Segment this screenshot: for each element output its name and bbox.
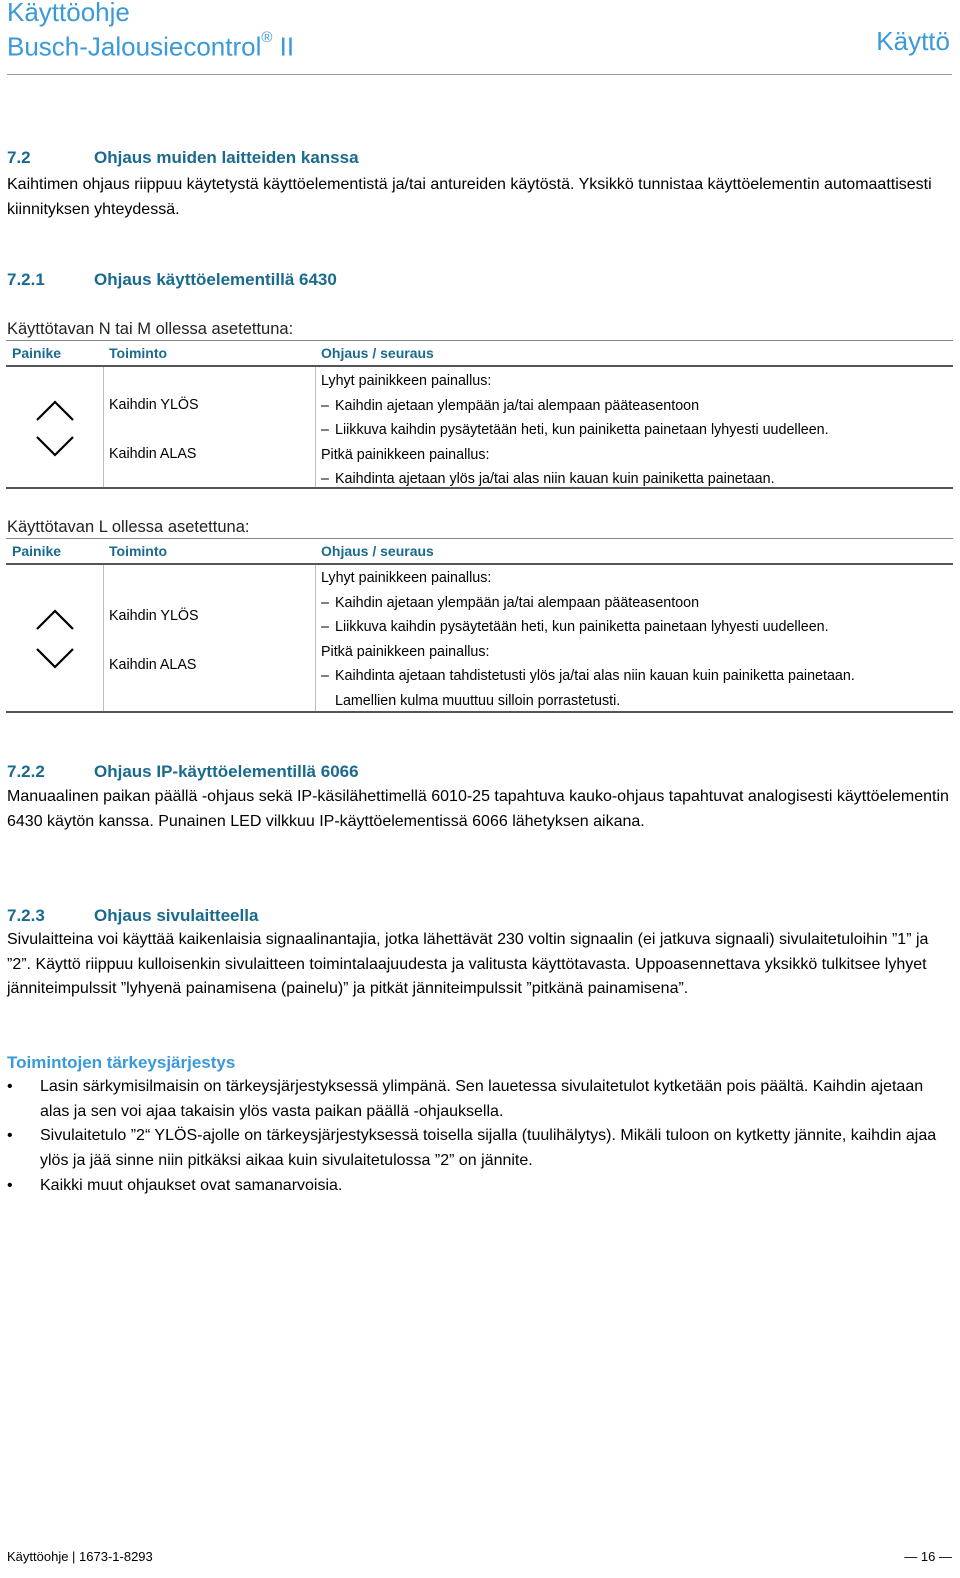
heading-7-2-1 <box>7 269 337 291</box>
function-up: Kaihdin YLÖS <box>109 397 199 413</box>
product-title <box>7 27 294 62</box>
header-toiminto: Toiminto <box>109 543 168 559</box>
table-body <box>6 367 953 489</box>
paragraph-7-2-2: Manuaalinen paikan päällä -ohjaus sekä IP-käsilähettimellä 6010-25 tapahtuva kauko-ohjaus tapahtuvat analogisesti käyttöelementin 6430 käytön kanssa. Punainen LED vilkkuu IP-käyttöelementissä 6066 lähetyksen aikana. <box>7 788 949 830</box>
function-down: Kaihdin ALAS <box>109 657 197 673</box>
dash-marker: – <box>321 422 329 438</box>
result-text: Kaihdinta ajetaan ylös ja/tai alas niin kauan kuin painiketta painetaan. <box>335 471 775 487</box>
bullet: • <box>7 1176 13 1194</box>
list-item <box>7 1124 952 1173</box>
column-divider <box>103 565 104 711</box>
function-down: Kaihdin ALAS <box>109 446 197 462</box>
header-ohjaus: Ohjaus / seuraus <box>321 345 434 361</box>
page-number: — 16 — <box>904 1549 952 1564</box>
result-text: Pitkä painikkeen painallus: <box>321 643 490 660</box>
chevron-down-icon <box>35 647 75 671</box>
section-label: Käyttö <box>876 26 950 56</box>
list-item-text: Sivulaitetulo ”2“ YLÖS-ajolle on tärkeysjärjestyksessä toisella sijalla (tuulihälytys). Mikäli tuloon on kytketty jännite, kaihdin ajaa ylös ja jää sinne niin pitkäksi aikaa kuin sivulaitetulossa ”2” on jännite. <box>40 1127 937 1170</box>
header-divider <box>7 74 952 75</box>
column-divider <box>315 565 316 711</box>
heading-number: 7.2.2 <box>7 762 45 781</box>
dash-marker: – <box>321 619 329 635</box>
priority-list <box>7 1075 952 1199</box>
result-line <box>321 668 855 684</box>
list-item <box>7 1075 952 1124</box>
column-divider <box>315 367 316 487</box>
chevron-up-icon <box>35 398 75 422</box>
table-body <box>6 565 953 713</box>
dash-marker: – <box>321 668 329 684</box>
result-line <box>321 570 491 586</box>
result-text: Lamellien kulma muuttuu silloin porrastetusti. <box>335 692 621 709</box>
priority-heading: Toimintojen tärkeysjärjestys <box>7 1053 236 1072</box>
heading-7-2-2 <box>7 761 359 783</box>
heading-number: 7.2.1 <box>7 270 45 289</box>
heading-number: 7.2 <box>7 148 31 167</box>
result-text: Lyhyt painikkeen painallus: <box>321 373 492 389</box>
registered-mark: ® <box>261 29 273 46</box>
result-line <box>321 373 491 389</box>
result-text: Kaihdinta ajetaan tahdistetusti ylös ja/tai alas niin kauan kuin painiketta painetaan. <box>335 668 855 684</box>
table2-caption: Käyttötavan L ollessa asetettuna: <box>7 518 250 536</box>
result-text: Liikkuva kaihdin pysäytetään heti, kun painiketta painetaan lyhyesti uudelleen. <box>335 619 829 635</box>
heading-text: Ohjaus muiden laitteiden kanssa <box>94 148 359 167</box>
footer-doc-id: Käyttöohje | 1673-1-8293 <box>7 1549 153 1564</box>
paragraph-7-2: Kaihtimen ohjaus riippuu käytetystä käyttöelementistä ja/tai antureiden käytöstä. Yksikkö tunnistaa käyttöelementin automaattisesti kiinnityksen yhteydessä. <box>7 176 932 218</box>
result-line <box>321 644 490 660</box>
result-text: Lyhyt painikkeen painallus: <box>321 570 492 586</box>
table-header <box>6 340 953 367</box>
header-toiminto: Toiminto <box>109 345 168 361</box>
header-painike: Painike <box>12 543 62 559</box>
result-text: Kaihdin ajetaan ylempään ja/tai alempaan pääteasentoon <box>335 594 700 611</box>
result-line <box>321 619 829 635</box>
result-line <box>321 398 699 414</box>
heading-7-2 <box>7 147 359 169</box>
bullet: • <box>7 1127 13 1145</box>
header-painike: Painike <box>12 345 62 361</box>
function-up: Kaihdin YLÖS <box>109 608 199 624</box>
result-line <box>321 447 490 463</box>
dash-marker: – <box>321 397 329 414</box>
table-header <box>6 538 953 565</box>
table1-caption: Käyttötavan N tai M ollessa asetettuna: <box>7 320 294 338</box>
paragraph-7-2-3: Sivulaitteina voi käyttää kaikenlaisia signaalinantajia, jotka lähettävät 230 voltin signaalin (ei jatkuva signaali) sivulaitetuloihin ”1” ja ”2”. Käyttö riippuu kulloisenkin sivulaitteen toimintalaajuudesta ja valitusta käyttötavasta. Uppoasennettava yksikkö tulkitsee lyhyet jänniteimpulssit ”lyhyenä painamisena (painelu)” ja pitkät jänniteimpulssit ”pitkänä painamisena”. <box>7 931 929 998</box>
product-name: Busch-Jalousiecontrol <box>7 31 262 62</box>
heading-text: Ohjaus IP-käyttöelementillä 6066 <box>94 762 359 781</box>
column-divider <box>103 367 104 487</box>
result-text: Kaihdin ajetaan ylempään ja/tai alempaan pääteasentoon <box>335 397 700 414</box>
heading-text: Ohjaus käyttöelementillä 6430 <box>94 270 337 289</box>
header-ohjaus: Ohjaus / seuraus <box>321 543 434 559</box>
result-text: Pitkä painikkeen painallus: <box>321 446 490 463</box>
dash-marker: – <box>321 471 329 487</box>
result-line <box>321 693 620 709</box>
list-item-text: Lasin särkymisilmaisin on tärkeysjärjestyksessä ylimpänä. Sen lauetessa sivulaitetulot kytketään pois päältä. Kaihdin ajetaan alas ja sen voi ajaa takaisin ylös vasta paikan päällä -ohjauksella. <box>40 1078 924 1120</box>
result-line <box>321 471 775 487</box>
list-item-text: Kaikki muut ohjaukset ovat samanarvoisia. <box>40 1176 343 1194</box>
result-line <box>321 422 829 438</box>
list-item <box>7 1174 952 1199</box>
heading-7-2-3 <box>7 905 258 927</box>
heading-number: 7.2.3 <box>7 906 45 925</box>
dash-marker: – <box>321 594 329 611</box>
chevron-up-icon <box>35 607 75 631</box>
product-suffix: II <box>272 31 295 62</box>
document-title: Käyttöohje <box>7 0 130 27</box>
heading-text: Ohjaus sivulaitteella <box>94 906 259 925</box>
result-line <box>321 595 699 611</box>
chevron-down-icon <box>35 435 75 459</box>
result-text: Liikkuva kaihdin pysäytetään heti, kun painiketta painetaan lyhyesti uudelleen. <box>335 422 829 438</box>
bullet: • <box>7 1078 13 1095</box>
